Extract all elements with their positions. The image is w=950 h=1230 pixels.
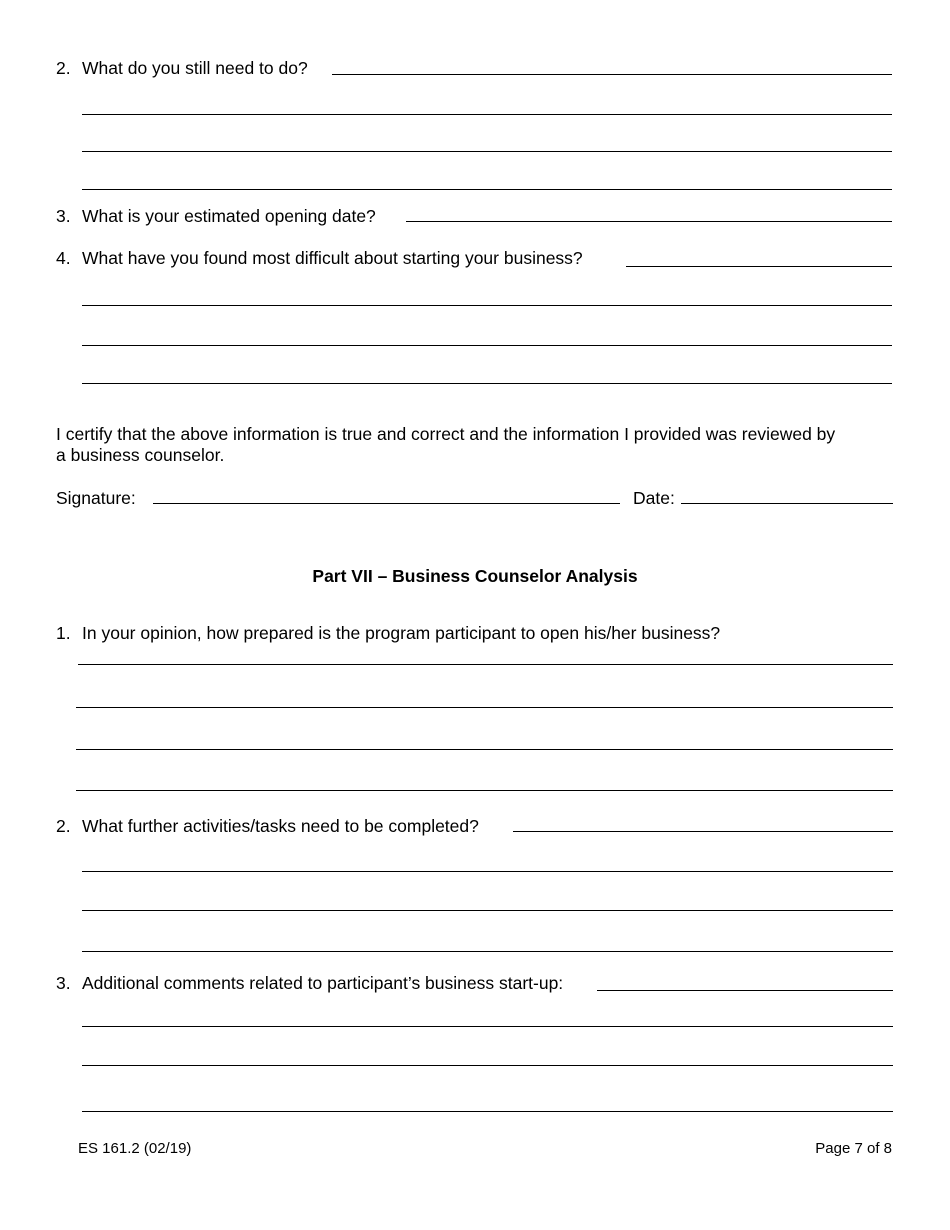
- q3-number: 3.: [56, 206, 71, 226]
- part7-q1-answer-line[interactable]: [78, 664, 893, 665]
- part7-q3-answer-line[interactable]: [82, 1111, 893, 1112]
- q2-answer-line[interactable]: [82, 189, 892, 190]
- part7-q3-question: Additional comments related to participant’s business start-up:: [82, 973, 564, 993]
- part7-q3-number: 3.: [56, 973, 71, 993]
- date-label: Date:: [633, 488, 675, 508]
- q4-number: 4.: [56, 248, 71, 268]
- part7-q3-answer-line[interactable]: [82, 1065, 893, 1066]
- part7-q3-answer-line[interactable]: [82, 1026, 893, 1027]
- q4-answer-line[interactable]: [82, 305, 892, 306]
- part7-q1-answer-line[interactable]: [76, 790, 893, 791]
- q4-question: What have you found most difficult about starting your business?: [82, 248, 583, 268]
- part7-q2-answer-line[interactable]: [513, 831, 893, 832]
- q2-question: What do you still need to do?: [82, 58, 308, 78]
- q2-answer-line[interactable]: [82, 114, 892, 115]
- q4-answer-line[interactable]: [82, 383, 892, 384]
- certification-text: I certify that the above information is true and correct and the information I provided was reviewed by: [56, 424, 836, 444]
- part7-q1-answer-line[interactable]: [76, 749, 893, 750]
- opening-date-answer-line[interactable]: [406, 221, 892, 222]
- part7-q2-question: What further activities/tasks need to be completed?: [82, 816, 479, 836]
- part7-q2-answer-line[interactable]: [82, 910, 893, 911]
- part7-q1-answer-line[interactable]: [76, 707, 893, 708]
- form-id: ES 161.2 (02/19): [78, 1140, 192, 1157]
- part7-q1-number: 1.: [56, 623, 71, 643]
- part7-q3-answer-line[interactable]: [597, 990, 893, 991]
- q2-number: 2.: [56, 58, 71, 78]
- page-number: Page 7 of 8: [815, 1140, 892, 1157]
- q2-answer-line[interactable]: [82, 151, 892, 152]
- signature-label: Signature:: [56, 488, 136, 508]
- part7-q2-answer-line[interactable]: [82, 871, 893, 872]
- date-field[interactable]: [681, 503, 893, 504]
- q3-question: What is your estimated opening date?: [82, 206, 376, 226]
- part7-q2-answer-line[interactable]: [82, 951, 893, 952]
- part7-q2-number: 2.: [56, 816, 71, 836]
- q4-answer-line[interactable]: [82, 345, 892, 346]
- certification-text: a business counselor.: [56, 445, 225, 465]
- part7-heading: Part VII – Business Counselor Analysis: [312, 566, 638, 586]
- part7-q1-question: In your opinion, how prepared is the program participant to open his/her business?: [82, 623, 721, 643]
- signature-field[interactable]: [153, 503, 620, 504]
- q4-answer-line[interactable]: [626, 266, 892, 267]
- q2-answer-line[interactable]: [332, 74, 892, 75]
